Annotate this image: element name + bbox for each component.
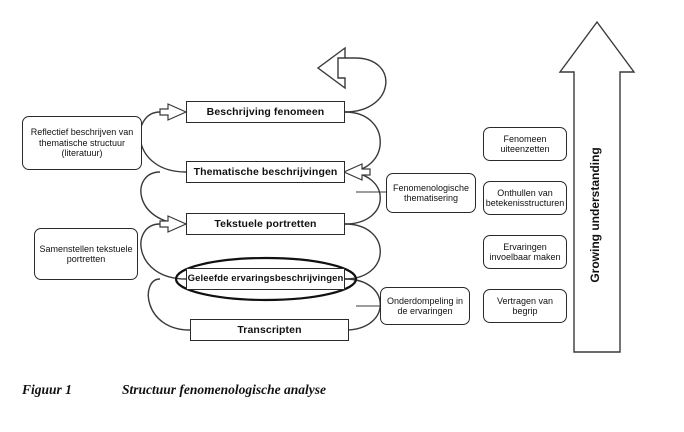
stage-transcripten xyxy=(190,319,349,341)
top-loop-arrowhead xyxy=(318,48,345,88)
right-box-onthullen-van-betekenisstructuren xyxy=(483,181,567,215)
phase-box-onderdompeling-in-de-ervaringen xyxy=(380,287,470,325)
left-box-samenstellen-tekstuele-portretten xyxy=(34,228,138,280)
stage-tekstuele-portretten xyxy=(186,213,345,235)
right-box-ervaringen-invoelbaar-maken xyxy=(483,235,567,269)
left-box-label: Samenstellen tekstuele portretten xyxy=(39,243,133,264)
right-box-label: Ervaringen invoelbaar maken xyxy=(489,241,561,262)
stage-label: Tekstuele portretten xyxy=(214,217,317,230)
stage-label: Thematische beschrijvingen xyxy=(193,165,338,178)
right-box-label: Vertragen van begrip xyxy=(496,295,554,316)
right-box-label: Fenomeen uiteenzetten xyxy=(500,133,550,154)
growing-understanding-label: Growing understanding xyxy=(588,147,602,283)
right-box-label: Onthullen van betekenisstructuren xyxy=(485,187,565,208)
stage-label: Beschrijving fenomeen xyxy=(206,105,325,118)
phase-box-fenomenologische-thematisering xyxy=(386,173,476,213)
figure-caption-label: Figuur 1 xyxy=(22,382,72,397)
phase-box-label: Onderdompeling in de ervaringen xyxy=(386,295,464,316)
left-box-label: Reflectief beschrijven van thematische structuur (literatuur) xyxy=(30,127,134,159)
figure-caption-title: Structuur fenomenologische analyse xyxy=(122,382,327,397)
right-box-fenomeen-uiteenzetten xyxy=(483,127,567,161)
stage-label: Transcripten xyxy=(237,323,302,336)
stage-beschrijving-fenomeen xyxy=(186,101,345,123)
left-box-reflectief-beschrijven xyxy=(22,116,142,170)
stage-geleefde-ervaringsbeschrijvingen xyxy=(186,268,345,290)
phase-box-label: Fenomenologische thematisering xyxy=(392,182,470,203)
stage-label: Geleefde ervaringsbeschrijvingen xyxy=(187,272,344,284)
right-box-vertragen-van-begrip xyxy=(483,289,567,323)
stage-thematische-beschrijvingen xyxy=(186,161,345,183)
